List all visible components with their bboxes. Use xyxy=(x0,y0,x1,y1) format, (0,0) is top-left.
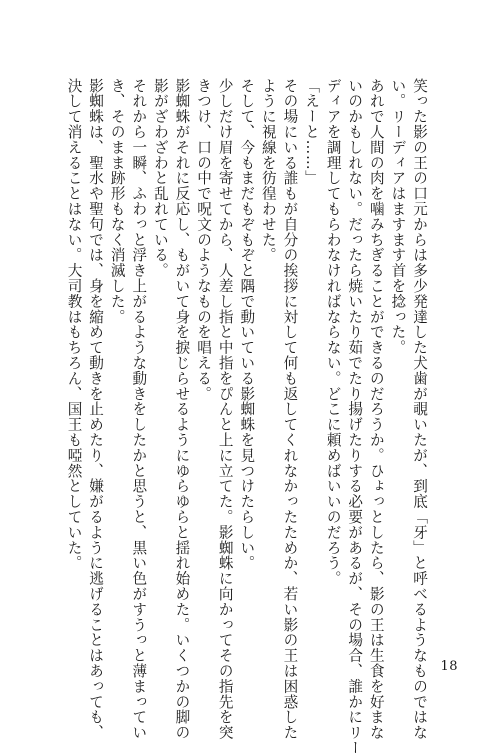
text-line: ディアを調理してもらわなければならない。どこに頼めばいいのだろう。 xyxy=(324,78,342,587)
text-line: きつけ、口の中で呪文のようなものを唱える。 xyxy=(195,78,213,402)
text-line: 影蜘蛛がそれに反応し、もがいて身を捩じらせるようにゆらゆらと揺れ始めた。いくつかの脚の xyxy=(173,78,191,741)
text-line: 笑った影の王の口元からは多少発達した犬歯が覗いたが、到底「牙」と呼べるようなものではな xyxy=(411,78,428,741)
text-line: 影蜘蛛は、聖水や聖句では、身を縮めて動きを止めたり、嫌がるように逃げることはあっても、 xyxy=(87,78,105,741)
text-line: 影がざわざわと乱れている。 xyxy=(151,78,169,279)
text-line: いのかもしれない。だったら焼いたり茹でたり揚げたりする必要があるが、その場合、誰かにリー xyxy=(346,78,364,756)
text-line: その場にいる誰もが自分の挨拶に対して何も返してくれなかったためか、若い影の王は困惑した xyxy=(281,78,299,741)
text-line: そして、今もまだもぞもぞと隅で動いている影蜘蛛を見つけたらしい。 xyxy=(238,78,256,571)
text-line: あれで人間の肉を噛みちぎることができるのだろうか。ひょっとしたら、影の王は生食を好まな xyxy=(367,78,385,741)
text-line: 少しだけ眉を寄せてから、人差し指と中指をぴんと上に立てた。影蜘蛛に向かってその指先を突 xyxy=(216,78,234,741)
text-line: ように視線を彷徨わせた。 xyxy=(259,78,277,263)
text-line: 決して消えることはない。大司教はもちろん、国王も啞然としていた。 xyxy=(65,78,83,571)
text-line: き、そのまま跡形もなく消滅した。 xyxy=(108,78,126,325)
text-line: それから一瞬、ふわっと浮き上がるような動きをしたかと思うと、黒い色がすうっと薄まってい xyxy=(130,78,148,741)
page-number: 18 xyxy=(440,659,458,674)
body-text xyxy=(63,78,430,756)
text-line: い。リーディアはますます首を捻った。 xyxy=(389,78,407,356)
text-line: 「えーと……」 xyxy=(303,78,321,186)
